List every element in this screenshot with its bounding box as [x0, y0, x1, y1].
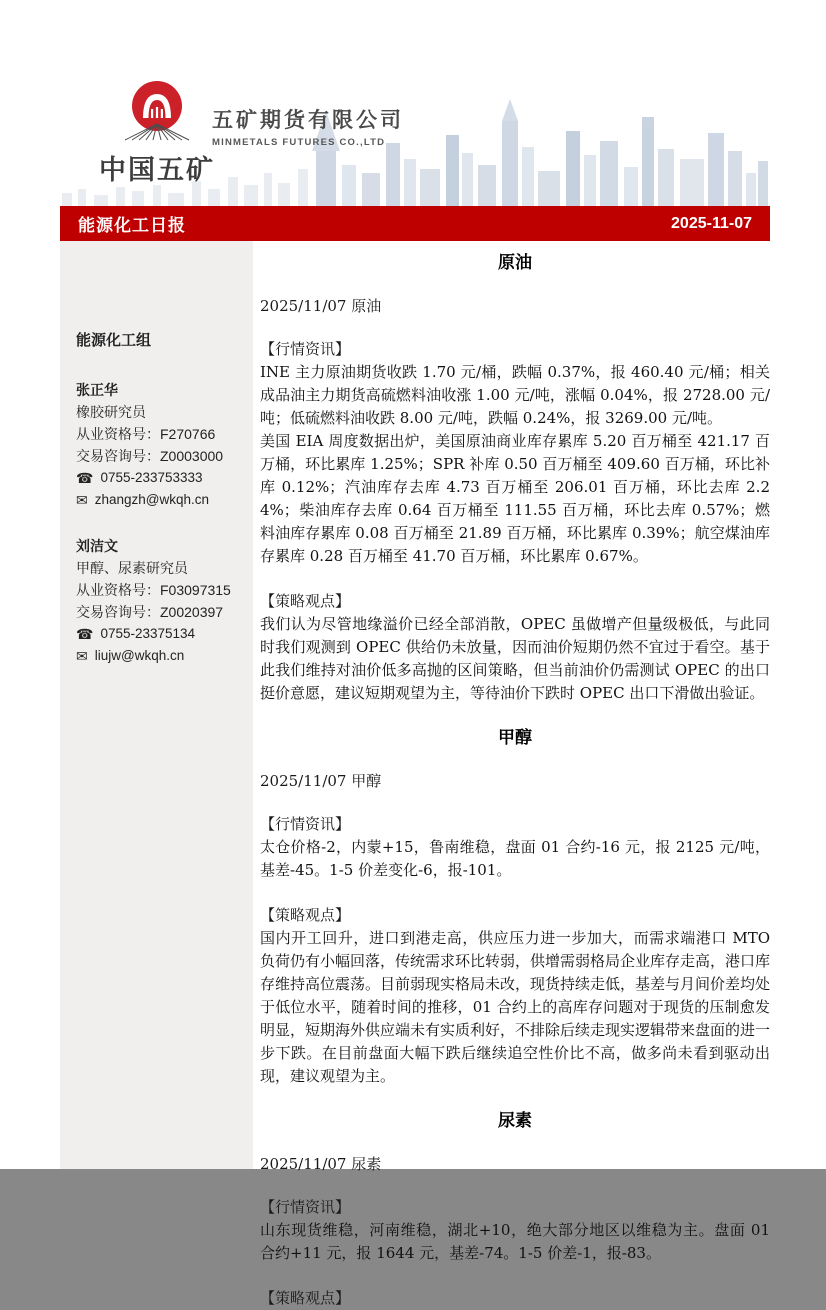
report-section — [260, 1106, 770, 1310]
analyst-role: 甲醇、尿素研究员 — [76, 560, 188, 576]
info-label: 【行情资讯】 — [260, 340, 351, 358]
report-section — [260, 723, 770, 1088]
company-names — [212, 104, 404, 148]
analyst-role: 橡胶研究员 — [76, 404, 146, 420]
analyst-qualification: 从业资格号：F03097315 — [76, 582, 231, 598]
section-date-line: 2025/11/07 甲醇 — [260, 772, 382, 790]
info-block — [260, 1196, 770, 1265]
company-name-cn: 五矿期货有限公司 — [212, 109, 404, 132]
report-date: 2025-11-07 — [671, 214, 752, 232]
analyst-card — [76, 535, 243, 667]
email-icon: ✉ — [76, 648, 88, 664]
analyst-advisory: 交易咨询号：Z0003000 — [76, 448, 224, 464]
strategy-paragraph: 我们认为尽管地缘溢价已经全部消散，OPEC 虽做增产但量级极低，与此同时我们观测到 OPEC 供给仍未放量，因而油价短期仍然不宜过于看空。基于此我们维持对油价低多高抛的区间策略，但当前油价仍需测试 OPEC 的出口挺价意愿，建议短期观望为主，等待油价下跌时 OPEC 出口下滑做出验证。 — [260, 615, 770, 702]
report-header — [60, 0, 770, 206]
info-block — [260, 813, 770, 882]
section-date-line: 2025/11/07 尿素 — [260, 1155, 382, 1173]
strategy-label: 【策略观点】 — [260, 906, 351, 924]
strategy-block — [260, 1287, 770, 1310]
company-logo — [92, 80, 222, 187]
report-content — [60, 241, 771, 1307]
analyst-list — [76, 379, 243, 667]
logo-text: 中国五矿 — [99, 155, 215, 185]
analyst-qualification: 从业资格号：F270766 — [76, 426, 216, 442]
sidebar — [60, 241, 253, 1169]
analyst-advisory: 交易咨询号：Z0020397 — [76, 604, 224, 620]
section-title: 甲醇 — [498, 728, 532, 747]
info-label: 【行情资讯】 — [260, 1198, 351, 1216]
analyst-phone: 0755-233753333 — [100, 470, 203, 485]
email-icon: ✉ — [76, 492, 88, 508]
analyst-phone: 0755-23375134 — [100, 626, 196, 641]
report-banner — [60, 206, 770, 241]
company-name-en: MINMETALS FUTURES CO.,LTD — [212, 137, 386, 148]
group-name: 能源化工组 — [76, 332, 152, 349]
analyst-name: 刘洁文 — [76, 538, 118, 554]
info-label: 【行情资讯】 — [260, 815, 351, 833]
report-title: 能源化工日报 — [78, 216, 186, 235]
analyst-email: liujw@wkqh.cn — [94, 648, 185, 663]
analyst-name: 张正华 — [76, 382, 118, 398]
info-paragraph: 山东现货维稳，河南维稳，湖北+10，绝大部分地区以维稳为主。盘面 01 合约+11 元，报 1644 元，基差-74。1-5 价差-1，报-83。 — [260, 1221, 770, 1262]
info-paragraph: INE 主力原油期货收跌 1.70 元/桶，跌幅 0.37%，报 460.40 元/桶；相关成品油主力期货高硫燃料油收涨 1.00 元/吨，涨幅 0.04%，报 2728.00 元/吨；低硫燃料油收跌 8.00 元/吨，跌幅 0.24%，报 3269.00 元/吨。 — [260, 363, 770, 427]
info-paragraph: 美国 EIA 周度数据出炉，美国原油商业库存累库 5.20 百万桶至 421.17 百万桶，环比累库 1.25%；SPR 补库 0.50 百万桶至 409.60 百万桶，环比补库 0.12%；汽油库存去库 4.73 百万桶至 206.01 百万桶，环比去库 2.24%；柴油库存去库 0.64 百万桶至 111.55 百万桶，环比去库 0.57%；燃料油库存累库 0.08 百万桶至 21.89 百万桶，环比累库 0.39%；航空煤油库存累库 0.28 百万桶至 41.70 百万桶，环比累库 0.67%。 — [260, 432, 770, 565]
strategy-label: 【策略观点】 — [260, 592, 351, 610]
report-body — [253, 241, 771, 1307]
strategy-block — [260, 904, 770, 1088]
phone-icon: ☎ — [76, 626, 94, 642]
analyst-email: zhangzh@wkqh.cn — [94, 492, 210, 507]
section-title: 原油 — [498, 253, 532, 272]
section-title: 尿素 — [498, 1111, 532, 1130]
section-date-line: 2025/11/07 原油 — [260, 297, 382, 315]
company-emblem-icon — [92, 80, 222, 142]
info-paragraph: 太仓价格-2，内蒙+15，鲁南维稳，盘面 01 合约-16 元，报 2125 元/吨，基差-45。1-5 价差变化-6，报-101。 — [260, 838, 770, 879]
strategy-paragraph: 国内开工回升，进口到港走高，供应压力进一步加大，而需求端港口 MTO 负荷仍有小幅回落，传统需求环比转弱，供增需弱格局企业库存走高，港口库存维持高位震荡。目前弱现实格局未改，现货持续走低，基差与月间价差均处于低位水平，随着时间的推移，01 合约上的高库存问题对于现货的压制愈发明显，短期海外供应端未有实质利好，不排除后续走现实逻辑带来盘面的进一步下跌。在目前盘面大幅下跌后继续追空性价比不高，做多尚未看到驱动出现，建议观望为主。 — [260, 929, 771, 1085]
strategy-label: 【策略观点】 — [260, 1289, 351, 1307]
report-section — [260, 248, 770, 705]
analyst-card — [76, 379, 243, 511]
strategy-block — [260, 590, 770, 705]
phone-icon: ☎ — [76, 470, 94, 486]
info-block — [260, 338, 770, 568]
